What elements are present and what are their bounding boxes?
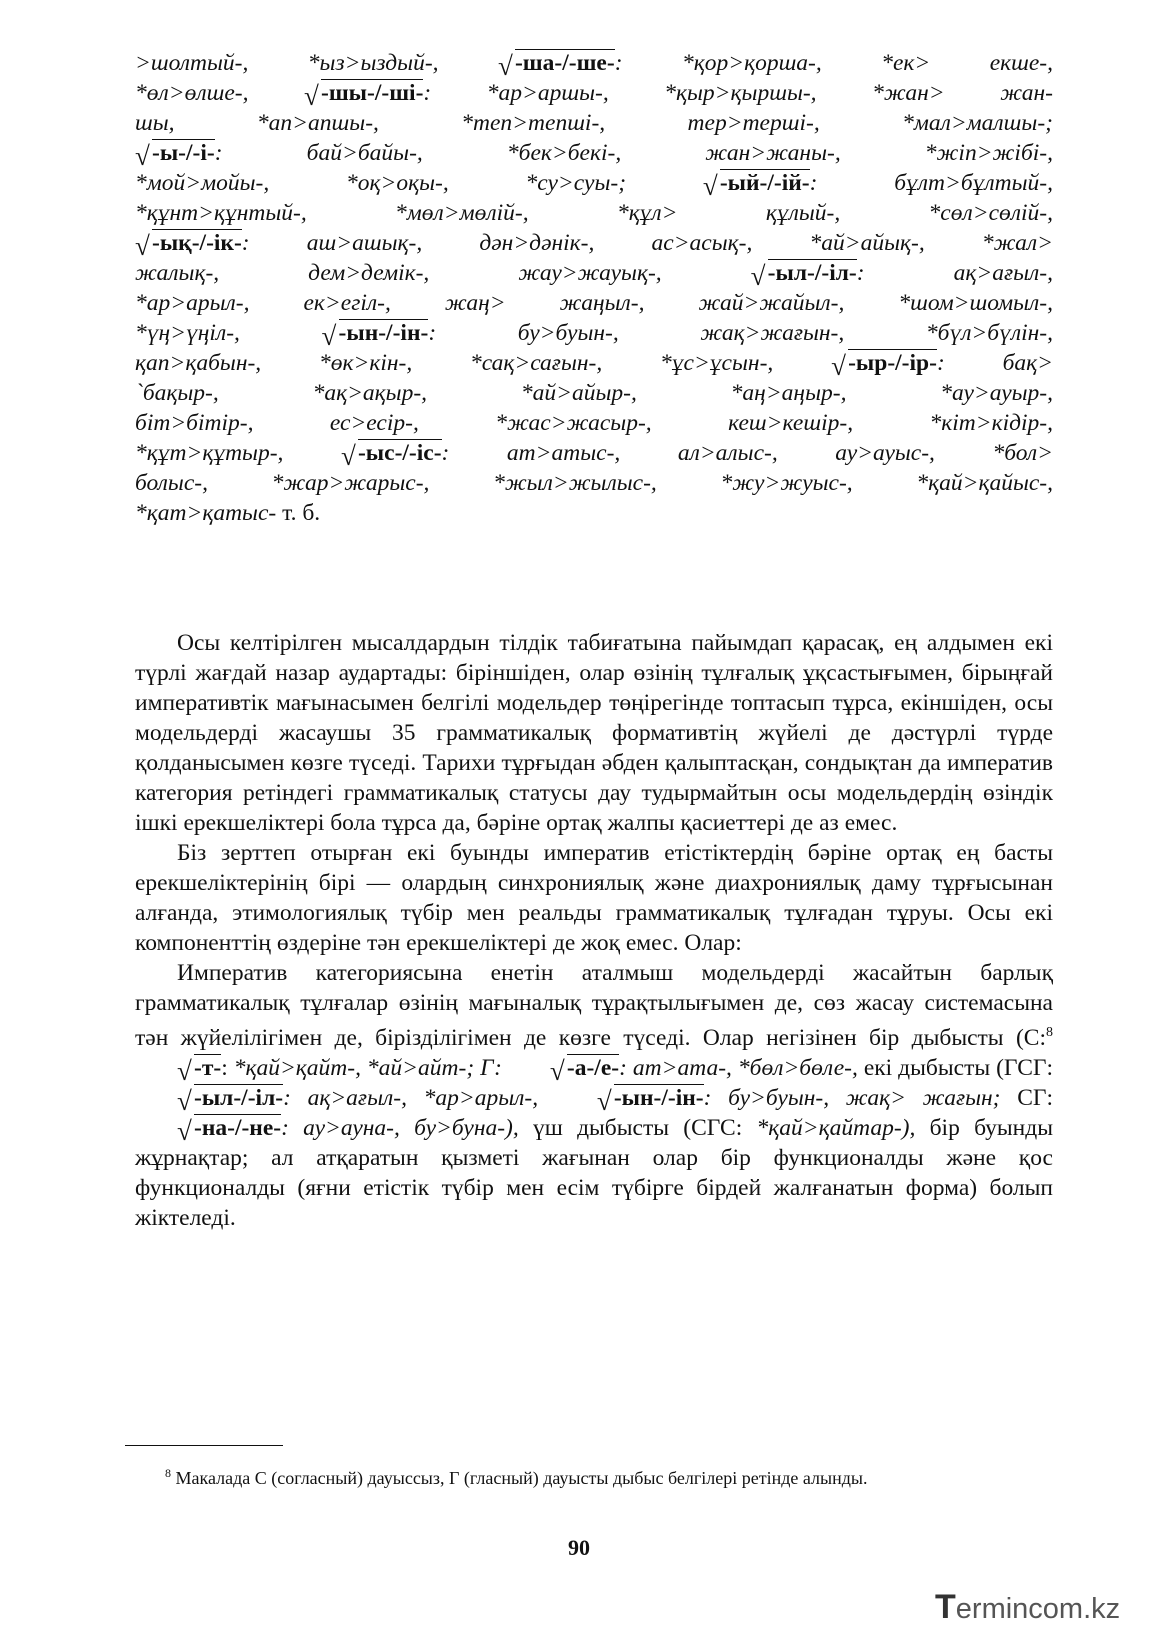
paragraph-2: Біз зерттеп отырған екі буынды императив етістіктердің бәріне ортақ ең басты ерекшеліктерінің бірі — олардың синхрониялық және диахрониялық даму тұрғысынан алғанда, этимологиялық түбір мен реальды грамматикалық тұлғадан тұруы. Осы екі компоненттің өздеріне тән ерекшеліктері де жоқ емес. Олар: (135, 840, 1053, 956)
example-line: *үң>үңіл-, √ -ын-/-ін-: бу>буын-, жақ>жағын-, *бүл>бүлін-, (135, 320, 1053, 348)
example-line: *мой>мойы-, *оқ>оқы-, *су>суы-; √ -ый-/-ій-: бұлт>бұлтый-, (135, 170, 1053, 198)
watermark-logo: Termincom.kz (935, 1588, 1121, 1626)
root-formative: √ -на-/-не- (177, 1114, 282, 1146)
root-formative: √ -ыл-/-іл- (177, 1084, 284, 1116)
example-line: >шолтый-, *ыз>ыздый-, √ -ша-/-ше-: *қор>қорша-, *ек> екше-, (135, 50, 1053, 78)
paragraph-3: Императив категориясына енетін аталмыш модельдерді жасайтын барлық грамматикалық тұлғалар өзінің мағыналық тұрақтылығымен де, сөз жасау системасына тән жүйелілігімен де, бірізділігімен де көзге түседі. Олар негізінен бір дыбысты (С:$^8$ √ -т-: *қай>қайт-, *ай>айт-; Г: √ -а-/е-: ат>ата-, *бөл>бөле-, екі дыбысты (ГСГ: √ -ыл-/-іл-: ақ>ағыл-, *ар>арыл-, √ -ын-/-ін-: бу>буын-, жақ> жағын; СГ: √ -на-/-не-: ау>ауна-, бу>буна-), үш дыбысты (СГС: *қай>қайтар-), бір буынды жұрнақтар; ал атқаратын қызметі жағынан олар бір функционалды және қос функционалды (яғни етістік түбір мен есім түбірге бірдей жалғанатын форма) болып жіктеледі. (135, 960, 1053, 1231)
root-formative: √ -ыл-/-іл- (750, 260, 857, 288)
root-formative: √ -ық-/-ік- (135, 230, 242, 258)
body-text (135, 628, 1053, 1233)
example-list (135, 48, 1053, 528)
footnote-divider (125, 1445, 283, 1446)
example-line: √ -ы-/-і-: бай>байы-, *бек>бекі-, жан>жаны-, *жіп>жібі-, (135, 140, 1053, 168)
root-formative: √ -шы-/-ші- (304, 80, 424, 108)
example-line: болыс-, *жар>жарыс-, *жыл>жылыс-, *жу>жуыс-, *қай>қайыс-, (135, 470, 1053, 496)
example-line: қап>қабын-, *өк>кін-, *сақ>сағын-, *ұс>ұсын-, √ -ыр-/-ір-: бақ> (135, 350, 1053, 378)
root-formative: √ -ы-/-і- (135, 140, 215, 168)
example-line: *құт>құтыр-, √ -ыс-/-іс-: ат>атыс-, ал>алыс-, ау>ауыс-, *бол> (135, 440, 1053, 468)
root-formative: √ -ын-/-ін- (596, 1084, 704, 1116)
example-line: √ -ық-/-ік-: аш>ашық-, дән>дәнік-, ас>асық-, *ай>айық-, *жал> (135, 230, 1053, 258)
root-formative: √ -т- (177, 1054, 222, 1086)
example-line: `бақыр-, *ақ>ақыр-, *ай>айыр-, *аң>аңыр-, *ау>ауыр-, (135, 380, 1053, 406)
paragraph-1: Осы келтірілген мысалдардын тілдік табиғатына пайымдап қарасақ, ең алдымен екі түрлі жағдай назар аудартады: біріншіден, олар өзінің тұлғалық ұқсастығымен, бірыңғай императивтік мағынасымен белгілі модельдер төңірегінде топтасып тұрса, екіншіден, осы модельдерді жасаушы 35 грамматикалық формативтің жүйелі де дәстүрлі түрде қолданысымен көзге түседі. Тарихи тұрғыдан әбден қалыптасқан, сондықтан да императив категория ретіндегі грамматикалық статусы дау тудырмайтын осы модельдердің өзіндік ішкі ерекшеліктері бола тұрса да, бәріне ортақ жалпы қасиеттері де аз емес. (135, 630, 1053, 836)
root-formative: √ -а-/е- (549, 1054, 620, 1086)
footnote-reference: 8 (1046, 1025, 1053, 1040)
footnote: $^8$ Макалада С (согласный) дауыссыз, Г (гласный) дауысты дыбыс белгілері ретінде алынды. (165, 1466, 868, 1488)
example-line: *ар>арыл-, ек>егіл-, жаң> жаңыл-, жай>жайыл-, *шом>шомыл-, (135, 290, 1053, 316)
root-formative: √ -ый-/-ій- (702, 170, 810, 198)
root-formative: √ -ын-/-ін- (321, 320, 429, 348)
root-formative: √ -ша-/-ше- (497, 50, 615, 78)
root-formative: √ -ыс-/-іс- (340, 440, 442, 468)
example-line: *құнт>құнтый-, *мөл>мөлій-, *құл> құлый-, *сөл>сөлій-, (135, 200, 1053, 226)
root-formative: √ -ыр-/-ір- (831, 350, 937, 378)
example-line: *өл>өлше-, √ -шы-/-ші-: *ар>аршы-, *қыр>қыршы-, *жан> жан- (135, 80, 1053, 108)
example-line: біт>бітір-, ес>есір-, *жас>жасыр-, кеш>кешір-, *кіт>кідір-, (135, 410, 1053, 436)
page-number: 90 (568, 1535, 590, 1560)
example-line: шы, *ап>апшы-, *теп>тепші-, тер>терші-, *мал>малшы-; (135, 110, 1053, 136)
example-line: жалық-, дем>демік-, жау>жауық-, √ -ыл-/-іл-: ақ>ағыл-, (135, 260, 1053, 288)
example-line: *қат>қатыс- т. б. (135, 500, 321, 526)
